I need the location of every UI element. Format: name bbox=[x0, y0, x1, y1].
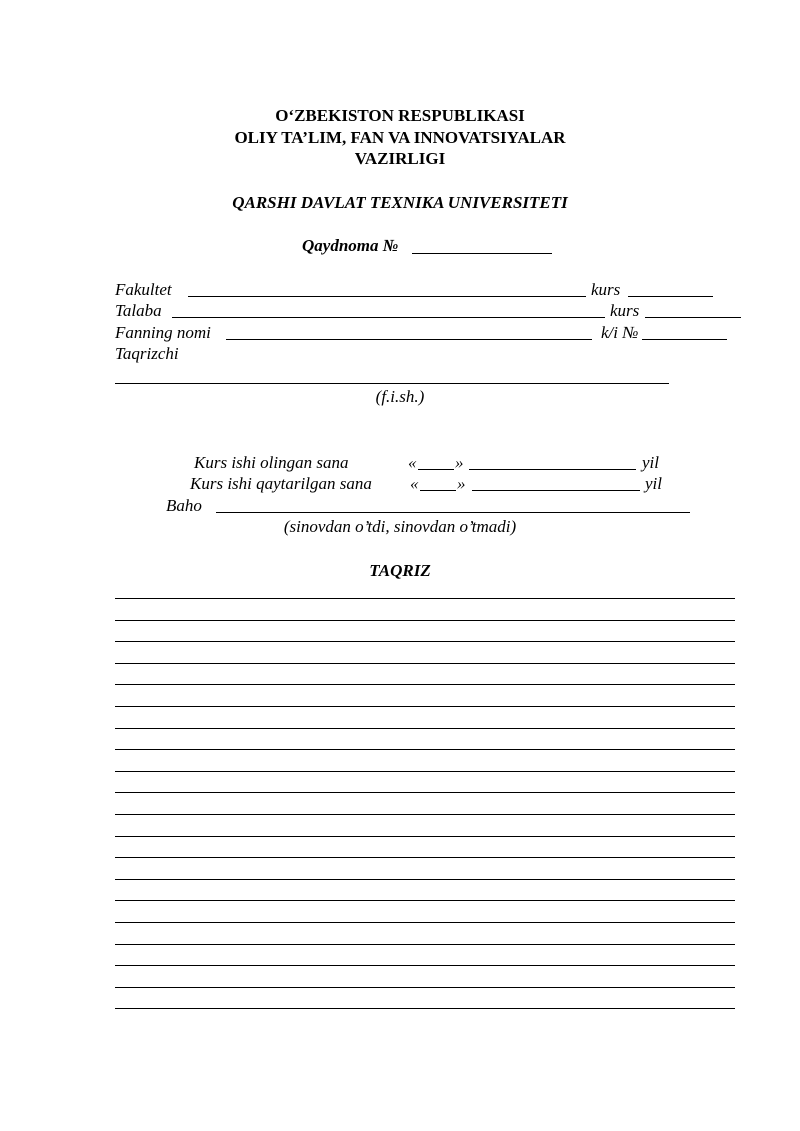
review-line[interactable] bbox=[115, 965, 735, 966]
review-line[interactable] bbox=[115, 749, 735, 750]
review-line[interactable] bbox=[115, 728, 735, 729]
review-line[interactable] bbox=[115, 922, 735, 923]
review-line[interactable] bbox=[115, 1008, 735, 1009]
review-line[interactable] bbox=[115, 620, 735, 621]
ki-label: k/i № bbox=[601, 323, 639, 342]
ministry-line-1: O‘ZBEKISTON RESPUBLIKASI bbox=[275, 106, 525, 125]
review-line[interactable] bbox=[115, 836, 735, 837]
review-line[interactable] bbox=[115, 987, 735, 988]
review-line[interactable] bbox=[115, 771, 735, 772]
received-day-field[interactable] bbox=[418, 469, 454, 470]
ki-number-field[interactable] bbox=[642, 339, 727, 340]
form-title: Qaydnoma № bbox=[302, 236, 399, 255]
received-year-label: yil bbox=[642, 453, 659, 472]
fish-hint: (f.i.sh.) bbox=[375, 387, 425, 406]
baho-field[interactable] bbox=[216, 512, 690, 513]
returned-month-field[interactable] bbox=[472, 490, 640, 491]
returned-quote-close: » bbox=[457, 474, 466, 493]
review-line[interactable] bbox=[115, 684, 735, 685]
taqrizchi-label: Taqrizchi bbox=[115, 344, 179, 363]
received-month-field[interactable] bbox=[469, 469, 636, 470]
talaba-label: Talaba bbox=[115, 301, 162, 320]
received-quote-close: » bbox=[455, 453, 464, 472]
review-line[interactable] bbox=[115, 598, 735, 599]
returned-day-field[interactable] bbox=[420, 490, 456, 491]
fanning-nomi-label: Fanning nomi bbox=[115, 323, 211, 342]
ministry-line-2: OLIY TA’LIM, FAN VA INNOVATSIYALAR bbox=[234, 128, 566, 147]
review-line[interactable] bbox=[115, 641, 735, 642]
talaba-kurs-label: kurs bbox=[610, 301, 640, 320]
fakultet-kurs-label: kurs bbox=[591, 280, 621, 299]
qaydnoma-number-field[interactable] bbox=[412, 253, 552, 254]
ministry-line-3: VAZIRLIGI bbox=[354, 149, 446, 168]
review-line[interactable] bbox=[115, 814, 735, 815]
baho-label: Baho bbox=[166, 496, 202, 515]
result-hint: (sinovdan o’tdi, sinovdan o’tmadi) bbox=[283, 517, 517, 536]
review-line[interactable] bbox=[115, 706, 735, 707]
review-line[interactable] bbox=[115, 900, 735, 901]
received-quote-open: « bbox=[408, 453, 417, 472]
review-line[interactable] bbox=[115, 879, 735, 880]
fakultet-label: Fakultet bbox=[115, 280, 172, 299]
review-title: TAQRIZ bbox=[369, 561, 431, 580]
taqrizchi-field[interactable] bbox=[115, 383, 669, 384]
review-line[interactable] bbox=[115, 857, 735, 858]
talaba-kurs-field[interactable] bbox=[645, 317, 741, 318]
returned-date-label: Kurs ishi qaytarilgan sana bbox=[190, 474, 372, 493]
university-name: QARSHI DAVLAT TEXNIKA UNIVERSITETI bbox=[232, 193, 568, 212]
review-line[interactable] bbox=[115, 792, 735, 793]
received-date-label: Kurs ishi olingan sana bbox=[194, 453, 349, 472]
talaba-field[interactable] bbox=[172, 317, 605, 318]
fakultet-kurs-field[interactable] bbox=[628, 296, 713, 297]
returned-year-label: yil bbox=[645, 474, 662, 493]
fanning-nomi-field[interactable] bbox=[226, 339, 592, 340]
returned-quote-open: « bbox=[410, 474, 419, 493]
review-line[interactable] bbox=[115, 944, 735, 945]
fakultet-field[interactable] bbox=[188, 296, 586, 297]
review-line[interactable] bbox=[115, 663, 735, 664]
